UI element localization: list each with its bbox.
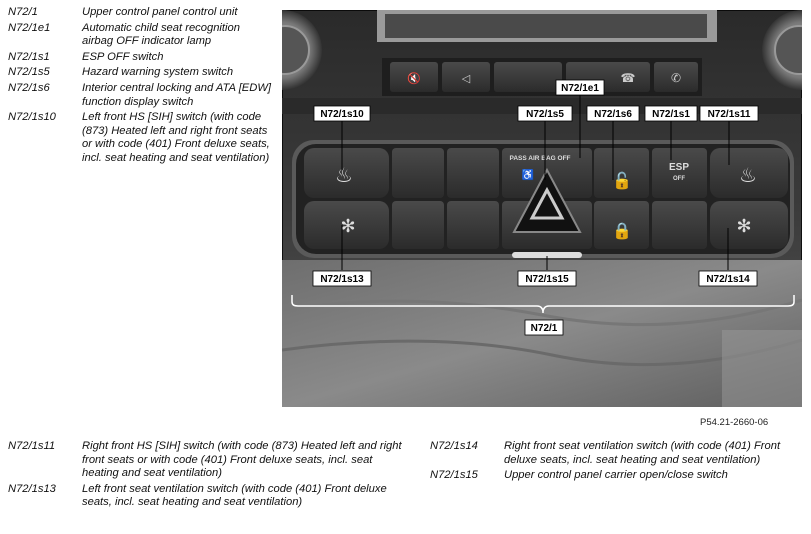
- blank-switch-4[interactable]: [447, 201, 499, 249]
- legend-row: [430, 469, 795, 483]
- callout-n72-1s11: N72/1s11: [707, 109, 751, 120]
- legend-row: [8, 111, 273, 165]
- legend-code: N72/1s6: [8, 81, 50, 94]
- legend-description: Left front HS [SIH] switch (with code (873) Heated left and right front seats or with code (401) Front deluxe seats, incl. seat heating and seat ventilation): [82, 111, 270, 164]
- airbag-off-label: PASS AIR BAG OFF: [509, 155, 571, 162]
- lock-icon: 🔒: [612, 223, 632, 240]
- blank-button-1[interactable]: [494, 62, 562, 92]
- legend-description: Interior central locking and ATA [EDW] function display switch: [82, 81, 272, 108]
- legend-code: N72/1s1: [8, 50, 50, 63]
- mute-icon: 🔇: [407, 73, 421, 85]
- callout-n72-1s14: N72/1s14: [706, 274, 750, 285]
- callout-n72-1s1: N72/1s1: [652, 109, 690, 120]
- callout-n72-1: N72/1: [530, 323, 558, 334]
- unlock-icon: 🔓: [612, 173, 632, 190]
- esp-off-label: OFF: [673, 176, 685, 182]
- legend-description: Right front HS [SIH] switch (with code (873) Heated left and right front seats or with code (401) Front deluxe seats, incl. seat heating and seat ventilation): [82, 440, 402, 480]
- legend-code: N72/1: [8, 6, 38, 18]
- blank-switch-2[interactable]: [447, 148, 499, 198]
- left-seat-heat-icon: ♨: [335, 165, 353, 187]
- blank-switch-6[interactable]: [652, 201, 707, 249]
- callout-n72-1s10: N72/1s10: [320, 109, 364, 120]
- legend-description: Upper control panel carrier open/close switch: [504, 469, 728, 482]
- callout-n72-1e1: N72/1e1: [561, 83, 599, 94]
- hangup-icon: ☎: [620, 71, 636, 85]
- esp-label: ESP: [668, 162, 690, 173]
- legend-code: N72/1s10: [8, 111, 56, 124]
- legend-row: [8, 440, 408, 481]
- callout-n72-1s15: N72/1s15: [525, 274, 569, 285]
- figure-caption: P54.21-2660-06: [700, 417, 769, 428]
- legend-code: N72/1s14: [430, 440, 478, 452]
- switch-panel: [292, 140, 794, 258]
- legend-description: Hazard warning system switch: [82, 66, 234, 79]
- legend-description: Upper control panel control unit: [82, 6, 238, 18]
- legend-row: [8, 82, 273, 109]
- callout-n72-1s13: N72/1s13: [320, 274, 364, 285]
- speaker-icon: ◁: [461, 73, 471, 85]
- legend-bottom-right: [430, 440, 795, 485]
- child-seat-icon: ♿: [521, 170, 535, 181]
- legend-code: N72/1s15: [430, 469, 478, 482]
- legend-description: ESP OFF switch: [82, 50, 164, 63]
- legend-description: Right front seat ventilation switch (with code (401) Front deluxe seats, incl. seat heating and seat ventilation): [504, 440, 781, 466]
- legend-row: [8, 483, 408, 510]
- legend-row: [8, 66, 273, 80]
- legend-row: [8, 22, 273, 49]
- legend-bottom-left: [8, 440, 408, 512]
- legend-row: [8, 51, 273, 65]
- legend-code: N72/1s11: [8, 440, 56, 452]
- blank-switch-3[interactable]: [392, 201, 444, 249]
- control-panel-photo: [282, 10, 802, 407]
- esp-off-switch[interactable]: [652, 148, 707, 198]
- callout-n72-1s5: N72/1s5: [526, 109, 564, 120]
- legend-code: N72/1s5: [8, 66, 50, 79]
- answer-icon: ✆: [670, 71, 682, 85]
- legend-top: [8, 6, 273, 168]
- legend-description: Automatic child seat recognition airbag OFF indicator lamp: [82, 21, 240, 48]
- legend-code: N72/1s13: [8, 482, 56, 495]
- legend-description: Left front seat ventilation switch (with code (401) Front deluxe seats, incl. seat heating and seat ventilation): [82, 482, 387, 509]
- left-seat-vent-icon: ✻: [340, 216, 356, 236]
- legend-code: N72/1e1: [8, 21, 51, 34]
- legend-row: [8, 6, 273, 20]
- right-seat-heat-icon: ♨: [739, 165, 757, 187]
- callout-n72-1s6: N72/1s6: [594, 109, 632, 120]
- blank-switch-1[interactable]: [392, 148, 444, 198]
- right-seat-vent-icon: ✻: [736, 216, 752, 236]
- legend-row: [430, 440, 795, 467]
